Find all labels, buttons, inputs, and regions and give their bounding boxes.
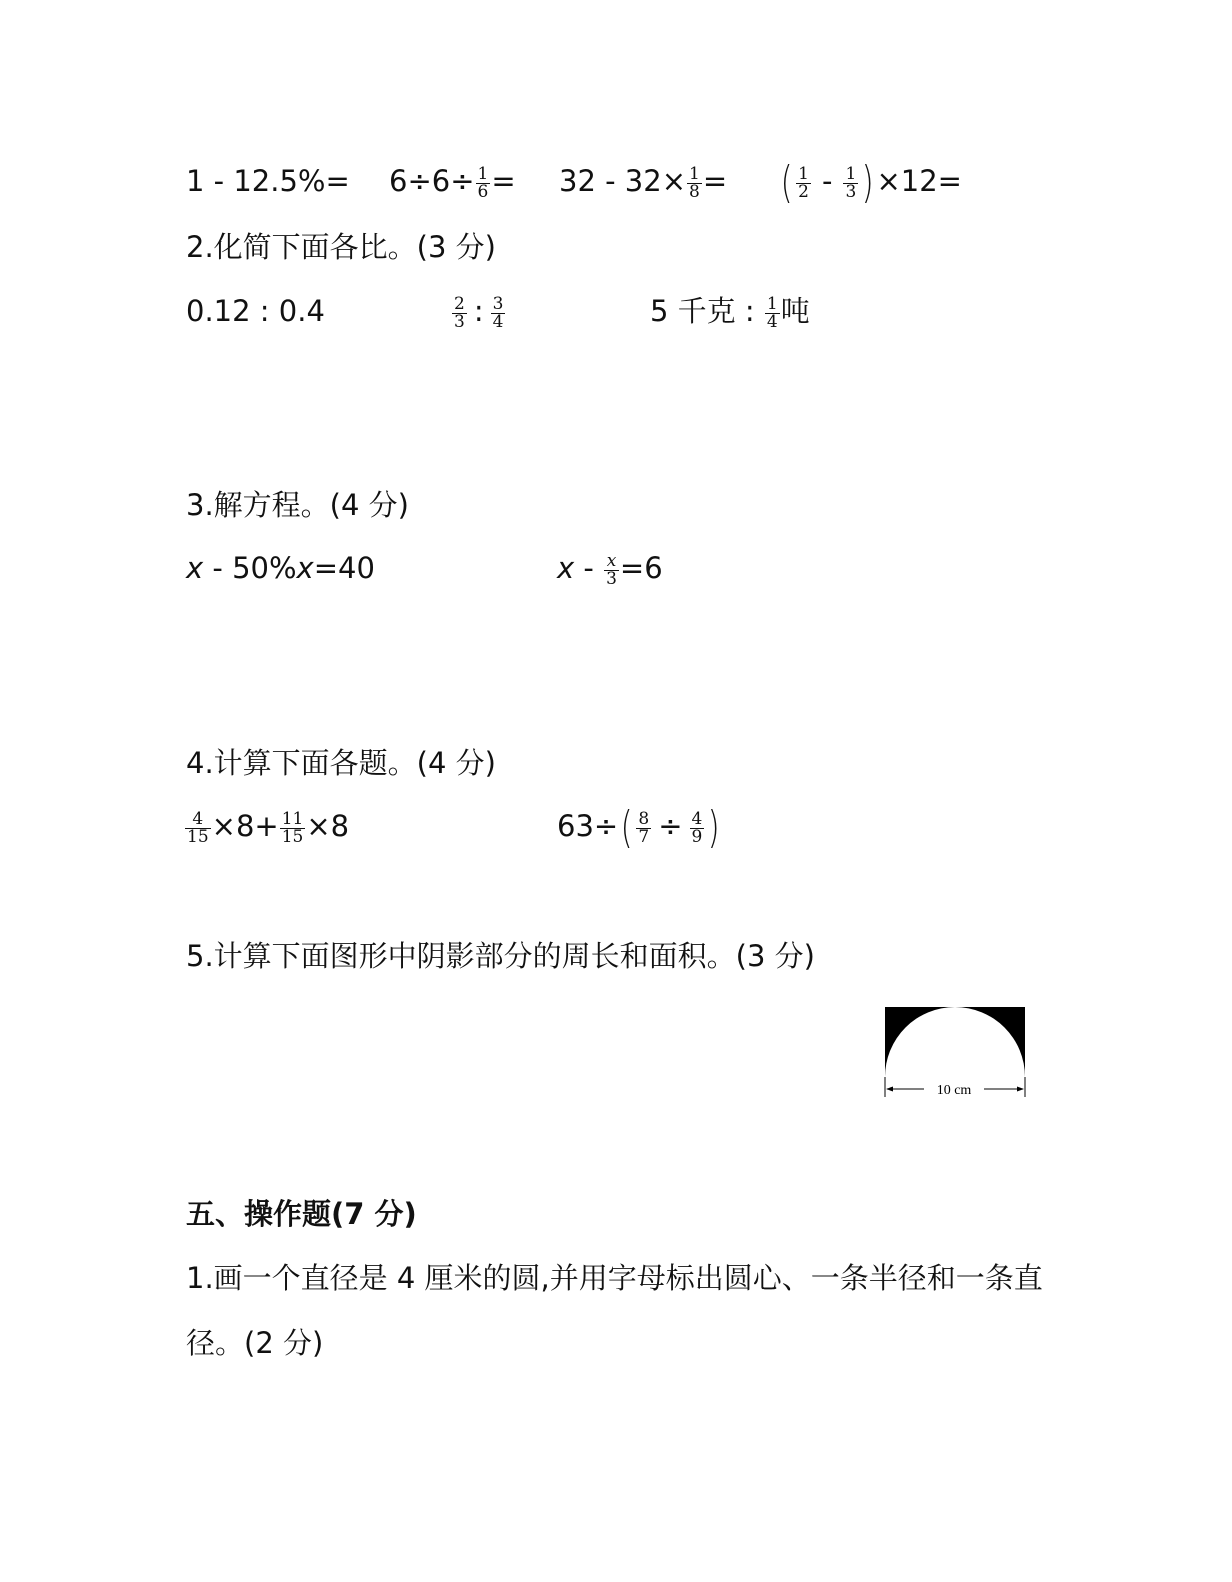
fraction [765, 293, 780, 332]
q5-heading: 5.计算下面图形中阴影部分的周长和面积。(3 分) [186, 939, 815, 973]
fraction [280, 808, 306, 847]
denominator: 2 [798, 181, 809, 202]
fraction [636, 808, 651, 847]
q4-expression-2 [557, 802, 723, 853]
variable-x: x [186, 551, 204, 585]
denominator: 4 [492, 311, 504, 332]
expr-text: 63÷ [557, 809, 619, 843]
expr-text: 32 - 32× [559, 164, 687, 198]
numerator: 4 [691, 808, 703, 829]
shaded-figure [880, 1002, 1030, 1102]
denominator: 15 [187, 826, 209, 847]
q3-equation-2 [557, 550, 663, 588]
fraction [690, 808, 705, 847]
expr-paren-times-12 [778, 157, 962, 208]
numerator: 4 [192, 808, 204, 829]
semicircle-diagram [880, 1002, 1030, 1102]
dimension-label: 10 cm [936, 1083, 972, 1098]
section-title: 五、操作题(7 分) [186, 1197, 417, 1231]
numerator: 11 [281, 808, 304, 829]
denominator: 9 [691, 826, 703, 847]
numerator: 1 [477, 163, 489, 184]
numerator: 1 [798, 163, 809, 184]
numerator: 1 [689, 163, 700, 184]
colon: : [473, 294, 484, 328]
q3-equation-1 [186, 550, 375, 586]
fraction [687, 163, 702, 202]
denominator: 15 [281, 826, 304, 847]
fraction [491, 293, 506, 332]
arrow-left-icon [886, 1087, 893, 1092]
fraction [185, 808, 211, 847]
denominator: 3 [845, 181, 857, 202]
q4-heading: 4.计算下面各题。(4 分) [186, 746, 496, 780]
expr-text: =6 [619, 551, 663, 585]
numerator: 2 [454, 293, 465, 314]
minus-sign: - [822, 164, 833, 198]
variable-x: x [296, 551, 314, 585]
section5-q1-line1: 1.画一个直径是 4 厘米的圆,并用字母标出圆心、一条半径和一条直 [186, 1261, 1043, 1295]
denominator: 3 [606, 568, 617, 589]
denominator: 3 [454, 311, 465, 332]
fraction [604, 550, 619, 589]
fraction [843, 163, 858, 202]
q3-heading: 3.解方程。(4 分) [186, 488, 409, 522]
expr-6-div-6 [389, 163, 516, 201]
expr-text: - 50% [203, 551, 297, 585]
q2-ratio-1: 0.12 : 0.4 [186, 294, 325, 328]
expr-text: ×12= [876, 164, 962, 198]
divide-sign: ÷ [658, 809, 683, 843]
expr-text: 5 千克 : [650, 294, 764, 328]
close-paren: ) [707, 802, 720, 853]
q2-ratio-3 [650, 293, 810, 331]
denominator: 4 [766, 311, 778, 332]
q2-heading: 2.化简下面各比。(3 分) [186, 230, 496, 264]
variable-x: x [557, 551, 575, 585]
numerator: 1 [766, 293, 778, 314]
denominator: 8 [689, 181, 700, 202]
expr-1-minus-percent: 1 - 12.5%= [186, 164, 350, 198]
expr-text: ×8 [306, 809, 350, 843]
open-paren: ( [780, 157, 793, 208]
q2-ratio-2 [451, 293, 506, 331]
close-paren: ) [861, 157, 874, 208]
denominator: 6 [477, 181, 489, 202]
numerator: 1 [845, 163, 857, 184]
numerator: 8 [638, 808, 650, 829]
expr-text: 吨 [780, 294, 810, 328]
minus-sign: - [574, 551, 604, 585]
arrow-right-icon [1017, 1087, 1024, 1092]
fraction [476, 163, 491, 202]
fraction [452, 293, 467, 332]
expr-text: ×8+ [211, 809, 279, 843]
expr-text: = [702, 164, 728, 198]
expr-text: 6÷6÷ [389, 164, 475, 198]
section5-q1-line2: 径。(2 分) [186, 1326, 324, 1360]
numerator: 3 [492, 293, 504, 314]
denominator: 7 [638, 826, 650, 847]
open-paren: ( [620, 802, 633, 853]
expr-text: =40 [313, 551, 375, 585]
expr-text: = [491, 164, 516, 198]
q4-expression-1 [184, 808, 349, 846]
numerator: x [606, 550, 617, 571]
expr-32-minus [559, 163, 727, 201]
fraction [796, 163, 811, 202]
